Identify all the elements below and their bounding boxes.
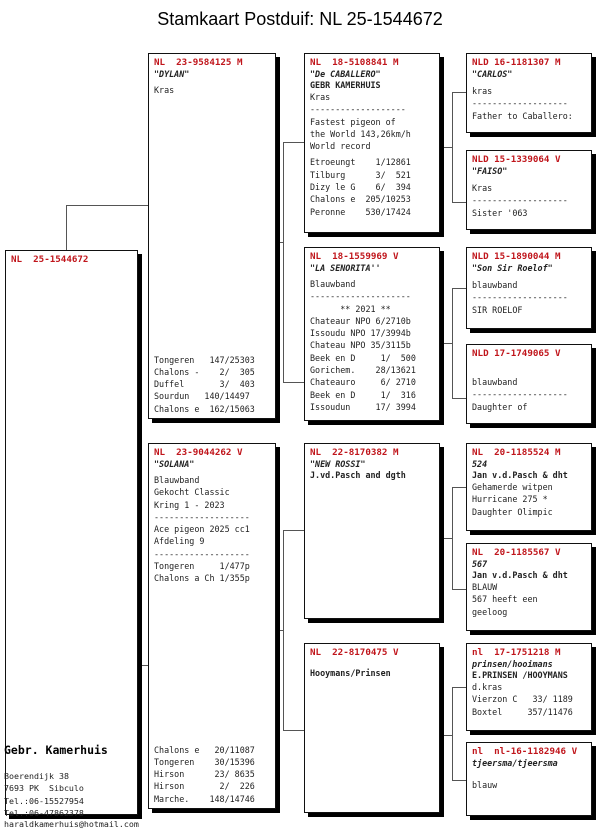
info-line: SIR ROELOF — [472, 304, 523, 315]
info-line: ** 2021 ** — [310, 303, 391, 314]
connector — [452, 92, 466, 93]
pigeon-name: "LA SENORITA'' — [310, 263, 381, 273]
ring-number: nl 17-1751218 M — [472, 647, 561, 658]
ring-number: NL 18-1559969 V — [310, 251, 399, 262]
info-line: Father to Caballero: — [472, 110, 573, 121]
result-line: Hirson 2/ 226 — [154, 781, 255, 792]
info-line: Chalons e 205/10253 — [310, 194, 411, 205]
info-line: 567 heeft een — [472, 594, 538, 605]
pigeon-name: 524 — [472, 459, 488, 469]
pigeon-name: "Son Sir Roelof" — [472, 263, 553, 273]
sire-card[interactable] — [148, 53, 276, 419]
info-line: Afdeling 9 — [154, 536, 205, 547]
ring-number: NLD 16-1181307 M — [472, 57, 561, 68]
info-line: Chalons a Ch 1/355p — [154, 573, 250, 584]
result-line: Marche. 148/14746 — [154, 793, 255, 804]
pigeon-name: "SOLANA" — [154, 459, 195, 469]
info-line: Issoudun 17/ 3994 — [310, 401, 416, 412]
info-line: blauw — [472, 780, 498, 790]
dd-dam-card[interactable] — [466, 742, 592, 816]
ds-sire-card[interactable] — [466, 443, 592, 531]
connector — [283, 382, 304, 383]
info-line: Tongeren 1/477p — [154, 561, 250, 572]
connector — [440, 147, 453, 148]
sire-dam-card[interactable] — [304, 247, 440, 421]
owner-name: J.vd.Pasch and dgth — [310, 470, 406, 480]
info-line: Hurricane 275 * — [472, 494, 548, 505]
info-line: ------------------- — [154, 548, 250, 559]
info-line: Peronne 530/17424 — [310, 206, 411, 217]
ring-number: NL 25-1544672 — [11, 254, 89, 265]
result-line: Chalons e 20/11087 — [154, 744, 255, 755]
info-line: Kras — [310, 92, 331, 102]
result-line: Duffel 3/ 403 — [154, 379, 255, 390]
connector — [452, 589, 466, 590]
ss-dam-card[interactable] — [466, 150, 592, 230]
subject-card[interactable] — [5, 250, 138, 815]
ring-number: NL 20-1185524 M — [472, 447, 561, 458]
owner-name: E.PRINSEN /HOOYMANS — [472, 670, 568, 680]
results-list — [154, 744, 255, 805]
connector — [283, 730, 304, 731]
info-line: kras — [472, 86, 493, 96]
breeder-phone: Tel.:06-15527954 — [4, 796, 84, 806]
connector — [440, 735, 453, 736]
info-line — [472, 769, 586, 779]
sd-sire-card[interactable] — [466, 247, 592, 329]
pigeon-name: prinsen/hooimans — [472, 659, 553, 669]
info-line: Dizy le G 6/ 394 — [310, 182, 411, 193]
connector — [452, 687, 466, 688]
info-line: blauwband — [472, 280, 518, 290]
results-list — [154, 354, 255, 415]
info-line: Etroeungt 1/12861 — [310, 157, 411, 168]
connector — [283, 530, 304, 531]
info-line: Chateau NPO 35/3115b — [310, 340, 411, 351]
ring-number: NL 20-1185567 V — [472, 547, 561, 558]
info-line: ------------------- — [310, 104, 406, 115]
info-line: Issoudu NPO 17/3994b — [310, 328, 411, 339]
info-line: BLAUW — [472, 582, 498, 592]
info-line: d.kras — [472, 682, 503, 692]
connector — [452, 288, 466, 289]
breeder-email[interactable]: haraldkamerhuis@hotmail.com — [4, 819, 139, 829]
result-line: Sourdun 140/14497 — [154, 391, 250, 402]
pigeon-name: tjeersma/tjeersma — [472, 758, 558, 768]
dam-dam-card[interactable] — [304, 643, 440, 813]
info-line: ------------------- — [154, 511, 250, 522]
info-line: Blauwband — [154, 475, 200, 485]
ring-number: NL 23-9584125 M — [154, 57, 243, 68]
pigeon-name — [472, 360, 586, 371]
info-line: the World 143,26km/h — [310, 128, 411, 139]
breeder-name: Gebr. Kamerhuis — [4, 743, 108, 757]
breeder-phone: Tel.:06-47862378 — [4, 808, 84, 818]
info-line: Tilburg 3/ 521 — [310, 169, 411, 180]
dam-sire-card[interactable] — [304, 443, 440, 619]
info-line: Ace pigeon 2025 cc1 — [154, 524, 250, 535]
info-line: Kras — [154, 85, 175, 95]
ds-dam-card[interactable] — [466, 543, 592, 631]
owner-name: Jan v.d.Pasch & dht — [472, 470, 568, 480]
info-line: blauwband — [472, 377, 518, 387]
sd-dam-card[interactable] — [466, 344, 592, 424]
info-line: -------------------- — [310, 291, 411, 302]
info-line: Kring 1 - 2023 — [154, 499, 225, 510]
info-line: Gekocht Classic — [154, 487, 230, 498]
connector — [283, 142, 284, 382]
info-line: Blauwband — [310, 279, 356, 289]
info-line: ------------------- — [472, 389, 568, 400]
ring-number: NLD 17-1749065 V — [472, 348, 561, 359]
info-line: Sister '063 — [472, 207, 528, 218]
pigeon-name: 567 — [472, 559, 488, 569]
info-line: ------------------- — [472, 292, 568, 303]
info-line: Boxtel 357/11476 — [472, 706, 573, 717]
pigeon-name: "CARLOS" — [472, 69, 513, 79]
page-title: Stamkaart Postduif: NL 25-1544672 — [157, 9, 443, 29]
info-line: Chateauro 6/ 2710 — [310, 377, 416, 388]
info-line: Daughter of — [472, 401, 528, 412]
ring-number: NL 18-5108841 M — [310, 57, 399, 68]
connector — [66, 205, 148, 206]
pigeon-name: "DYLAN" — [154, 69, 190, 79]
info-line: ------------------- — [472, 98, 568, 109]
result-line: Chalons e 162/15063 — [154, 403, 255, 414]
sire-sire-card[interactable] — [304, 53, 440, 233]
info-line: Fastest pigeon of — [310, 116, 396, 127]
connector — [440, 343, 453, 344]
owner-name: Hooymans/Prinsen — [310, 668, 391, 678]
result-line: Chalons - 2/ 305 — [154, 366, 255, 377]
info-line: Chateaur NPO 6/2710b — [310, 315, 411, 326]
connector — [276, 630, 284, 631]
info-line: geeloog — [472, 606, 508, 617]
info-line: Beek en D 1/ 316 — [310, 389, 416, 400]
dd-sire-card[interactable] — [466, 643, 592, 731]
connector — [452, 687, 453, 780]
ring-number: NLD 15-1890044 M — [472, 251, 561, 262]
breeder-postcode: 7693 PK Sibculo — [4, 783, 84, 793]
breeder-address: Boerendijk 38 — [4, 771, 69, 781]
dam-card[interactable] — [148, 443, 276, 809]
connector — [276, 242, 284, 243]
ring-number: NL 22-8170382 M — [310, 447, 399, 458]
info-line: Vierzon C 33/ 1189 — [472, 694, 573, 705]
connector — [452, 202, 466, 203]
ring-number: NL 22-8170475 V — [310, 647, 399, 658]
connector — [452, 487, 466, 488]
pigeon-name: "De CABALLERO" — [310, 69, 381, 79]
connector — [440, 538, 453, 539]
connector — [452, 780, 466, 781]
connector — [452, 398, 466, 399]
info-line: ------------------- — [472, 195, 568, 206]
result-line: Tongeren 30/15396 — [154, 756, 255, 767]
result-line: Hirson 23/ 8635 — [154, 769, 255, 780]
pigeon-name — [310, 659, 434, 668]
ring-number: NL 23-9044262 V — [154, 447, 243, 458]
info-line: Gorichem. 28/13621 — [310, 365, 416, 376]
ring-number: nl nl-16-1182946 V — [472, 746, 578, 757]
info-line: Beek en D 1/ 500 — [310, 352, 416, 363]
info-line: World record — [310, 141, 371, 152]
pigeon-name: "NEW ROSSI" — [310, 459, 366, 469]
connector — [283, 142, 304, 143]
pigeon-name: "FAISO" — [472, 166, 508, 176]
owner-name: GEBR KAMERHUIS — [310, 80, 381, 90]
info-line: Gehamerde witpen — [472, 482, 553, 492]
result-line: Tongeren 147/25303 — [154, 354, 255, 365]
info-line: Daughter Olimpic — [472, 506, 553, 517]
info-line: Kras — [472, 183, 493, 193]
owner-name: Jan v.d.Pasch & dht — [472, 570, 568, 580]
ss-sire-card[interactable] — [466, 53, 592, 133]
ring-number: NLD 15-1339064 V — [472, 154, 561, 165]
